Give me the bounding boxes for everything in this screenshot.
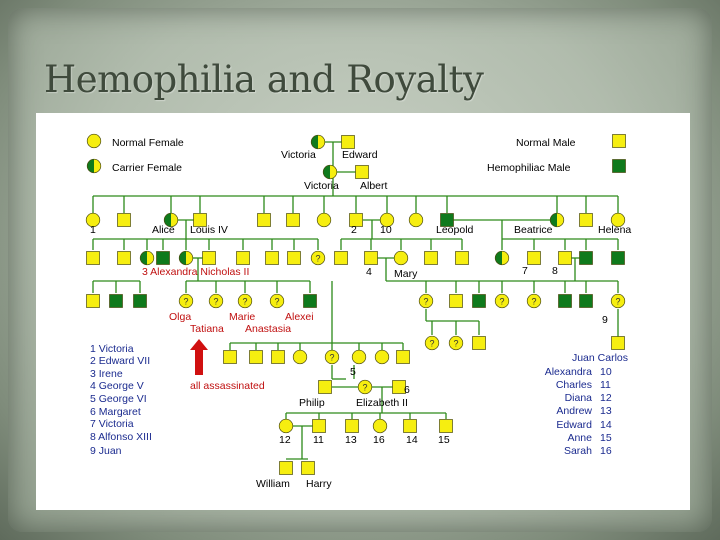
label-victoria-top: Victoria xyxy=(281,149,316,161)
normal-male-symbol xyxy=(118,214,131,227)
label-alexei: Alexei xyxy=(285,311,314,323)
key-right-num-2: 11 xyxy=(600,379,611,391)
unknown-female-symbol xyxy=(179,294,193,308)
label-harry: Harry xyxy=(306,478,332,490)
carrier-female-symbol xyxy=(87,159,101,173)
label-4: 4 xyxy=(366,266,372,278)
normal-male-symbol xyxy=(280,462,293,475)
normal-male-symbol xyxy=(313,420,326,433)
label-16: 16 xyxy=(373,434,385,446)
label-marie: Marie xyxy=(229,311,256,323)
key-right-name-6: Anne xyxy=(567,432,592,444)
normal-male-symbol xyxy=(258,214,271,227)
normal-male-symbol xyxy=(118,252,131,265)
key-left-9: 9 Juan xyxy=(90,445,122,457)
normal-male-symbol xyxy=(528,252,541,265)
pedigree-panel xyxy=(36,113,690,510)
unknown-female-symbol xyxy=(311,251,325,265)
hemophiliac-male-symbol xyxy=(134,295,147,308)
normal-male-symbol xyxy=(319,381,332,394)
normal-male-symbol xyxy=(425,252,438,265)
normal-female-symbol xyxy=(293,350,307,364)
pedigree-symbols xyxy=(86,134,625,474)
hemophiliac-male-symbol xyxy=(157,252,170,265)
label-6: 6 xyxy=(404,384,410,396)
unknown-female-symbol xyxy=(527,294,541,308)
label-tatiana: Tatiana xyxy=(190,323,224,335)
normal-male-symbol xyxy=(613,135,626,148)
svg-text:?: ? xyxy=(615,296,621,307)
key-left-2: 2 Edward VII xyxy=(90,355,151,367)
normal-male-symbol xyxy=(404,420,417,433)
unknown-female-symbol xyxy=(611,294,625,308)
normal-male-symbol xyxy=(456,252,469,265)
label-victoria-2: Victoria xyxy=(304,180,339,192)
unknown-female-symbol xyxy=(495,294,509,308)
label-14: 14 xyxy=(406,434,418,446)
svg-text:?: ? xyxy=(499,296,505,307)
normal-male-symbol xyxy=(203,252,216,265)
label-beatrice: Beatrice xyxy=(514,224,553,236)
normal-male-symbol xyxy=(266,252,279,265)
label-9: 9 xyxy=(602,314,608,326)
label-helena: Helena xyxy=(598,224,632,236)
key-right-name-7: Sarah xyxy=(563,445,592,457)
key-right-num-5: 14 xyxy=(600,419,612,431)
key-right-num-1: 10 xyxy=(600,366,612,378)
carrier-female-symbol xyxy=(495,251,509,265)
label-louis: Louis IV xyxy=(190,224,228,236)
normal-male-symbol xyxy=(237,252,250,265)
slide-title: Hemophilia and Royalty xyxy=(44,58,484,101)
hemophiliac-male-symbol xyxy=(304,295,317,308)
unknown-female-symbol xyxy=(209,294,223,308)
key-left-3: 3 Irene xyxy=(90,368,123,380)
normal-male-symbol xyxy=(335,252,348,265)
label-12: 12 xyxy=(279,434,291,446)
normal-male-symbol xyxy=(250,351,263,364)
pedigree-chart xyxy=(36,113,690,510)
red-arrow-icon xyxy=(190,339,208,375)
normal-male-symbol xyxy=(580,214,593,227)
label-leopold: Leopold xyxy=(436,224,474,236)
svg-text:?: ? xyxy=(453,338,459,349)
key-right-name-4: Andrew xyxy=(556,405,592,417)
key-right-num-3: 12 xyxy=(600,392,612,404)
label-mary: Mary xyxy=(394,268,418,280)
carrier-female-symbol xyxy=(179,251,193,265)
normal-male-symbol xyxy=(87,295,100,308)
normal-male-symbol xyxy=(346,420,359,433)
unknown-female-symbol xyxy=(449,336,463,350)
normal-female-symbol xyxy=(352,350,366,364)
svg-text:?: ? xyxy=(362,382,368,393)
label-1: 1 xyxy=(90,224,96,236)
svg-text:?: ? xyxy=(242,296,248,307)
label-elizabeth: Elizabeth II xyxy=(356,397,408,409)
normal-male-symbol xyxy=(612,337,625,350)
normal-female-symbol xyxy=(87,134,101,148)
legend-normal-female: Normal Female xyxy=(112,137,184,149)
unknown-female-symbol xyxy=(358,380,372,394)
normal-male-symbol xyxy=(224,351,237,364)
label-7: 7 xyxy=(522,265,528,277)
hemophiliac-male-symbol xyxy=(559,295,572,308)
carrier-female-symbol xyxy=(311,135,325,149)
svg-text:?: ? xyxy=(423,296,429,307)
label-alice: Alice xyxy=(152,224,175,236)
label-albert: Albert xyxy=(360,180,388,192)
normal-male-symbol xyxy=(356,166,369,179)
unknown-female-symbol xyxy=(325,350,339,364)
normal-male-symbol xyxy=(87,252,100,265)
normal-female-symbol xyxy=(279,419,293,433)
svg-text:?: ? xyxy=(429,338,435,349)
key-left-6: 6 Margaret xyxy=(90,406,141,418)
key-left-1: 1 Victoria xyxy=(90,343,134,355)
label-anastasia: Anastasia xyxy=(245,323,292,335)
key-right-num-6: 15 xyxy=(600,432,612,444)
unknown-female-symbol xyxy=(425,336,439,350)
label-assassinated: all assassinated xyxy=(190,380,265,392)
label-edward: Edward xyxy=(342,149,378,161)
label-13: 13 xyxy=(345,434,357,446)
normal-female-symbol xyxy=(375,350,389,364)
key-right-name-5: Edward xyxy=(556,419,592,431)
label-alexandra-nicholas: 3 Alexandra Nicholas II xyxy=(142,266,250,278)
carrier-female-symbol xyxy=(323,165,337,179)
label-10: 10 xyxy=(380,224,392,236)
svg-text:?: ? xyxy=(213,296,219,307)
svg-text:?: ? xyxy=(315,253,321,264)
carrier-female-symbol xyxy=(140,251,154,265)
hemophiliac-male-symbol xyxy=(612,252,625,265)
key-right-num-4: 13 xyxy=(600,405,612,417)
key-right-name-2: Charles xyxy=(555,379,592,391)
legend-carrier-female: Carrier Female xyxy=(112,162,183,174)
hemophiliac-male-symbol xyxy=(473,295,486,308)
normal-male-symbol xyxy=(397,351,410,364)
normal-male-symbol xyxy=(473,337,486,350)
key-right-name-3: Diana xyxy=(564,392,592,404)
svg-text:?: ? xyxy=(183,296,189,307)
normal-male-symbol xyxy=(559,252,572,265)
unknown-female-symbol xyxy=(419,294,433,308)
key-right-name-1: Alexandra xyxy=(544,366,592,378)
legend-normal-male: Normal Male xyxy=(516,137,576,149)
label-11: 11 xyxy=(313,434,324,446)
normal-male-symbol xyxy=(302,462,315,475)
normal-female-symbol xyxy=(317,213,331,227)
svg-text:?: ? xyxy=(531,296,537,307)
hemophiliac-male-symbol xyxy=(580,252,593,265)
normal-male-symbol xyxy=(287,214,300,227)
normal-male-symbol xyxy=(440,420,453,433)
normal-male-symbol xyxy=(450,295,463,308)
hemophiliac-male-symbol xyxy=(580,295,593,308)
normal-female-symbol xyxy=(394,251,408,265)
svg-text:?: ? xyxy=(329,352,335,363)
key-left-4: 4 George V xyxy=(90,380,144,392)
key-left-7: 7 Victoria xyxy=(90,418,134,430)
normal-male-symbol xyxy=(272,351,285,364)
label-olga: Olga xyxy=(169,311,192,323)
legend-hemophiliac-male: Hemophiliac Male xyxy=(487,162,571,174)
normal-male-symbol xyxy=(342,136,355,149)
hemophiliac-male-symbol xyxy=(613,160,626,173)
label-5: 5 xyxy=(350,366,356,378)
normal-male-symbol xyxy=(288,252,301,265)
label-15: 15 xyxy=(438,434,450,446)
label-2: 2 xyxy=(351,224,357,236)
hemophiliac-male-symbol xyxy=(110,295,123,308)
key-left-8: 8 Alfonso XIII xyxy=(90,431,152,443)
label-philip: Philip xyxy=(299,397,325,409)
normal-female-symbol xyxy=(409,213,423,227)
normal-male-symbol xyxy=(365,252,378,265)
label-william: William xyxy=(256,478,290,490)
unknown-female-symbol xyxy=(270,294,284,308)
label-8: 8 xyxy=(552,265,558,277)
normal-female-symbol xyxy=(373,419,387,433)
key-right-num-7: 16 xyxy=(600,445,612,457)
key-left-5: 5 George VI xyxy=(90,393,147,405)
key-right-name-0: Juan Carlos xyxy=(571,352,628,364)
unknown-female-symbol xyxy=(238,294,252,308)
svg-text:?: ? xyxy=(274,296,280,307)
